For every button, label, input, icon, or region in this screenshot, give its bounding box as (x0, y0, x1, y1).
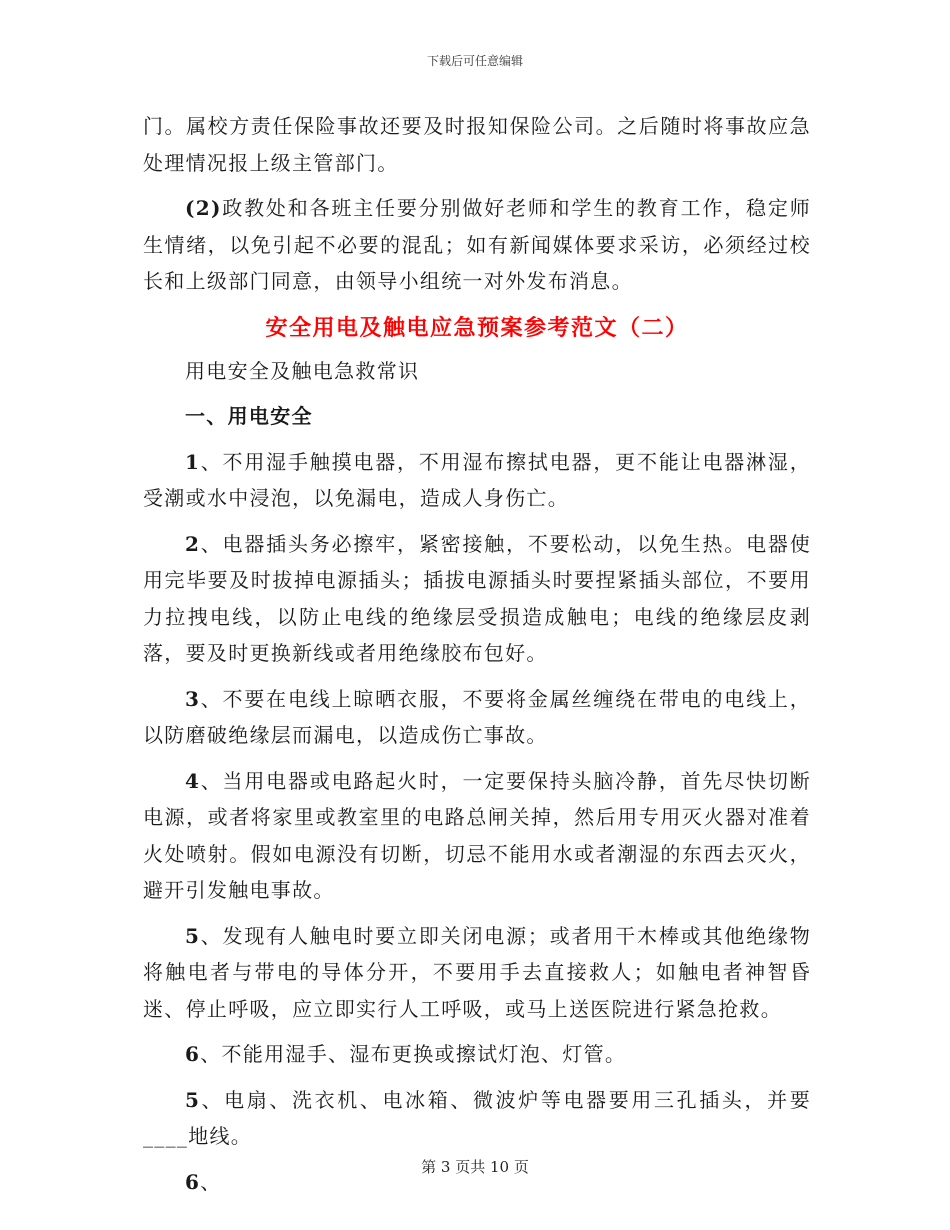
paragraph-continuation (143, 108, 811, 181)
item-text: 、当用电器或电路起火时，一定要保持头脑冷静，首先尽快切断电源，或者将家里或教室里的电路总闸关掉，然后用专用灭火器对准着火处喷射。假如电源没有切断，切忌不能用水或者潮湿的东西去灭火，避开引发触电事故。 (143, 768, 811, 902)
list-item (143, 918, 811, 1028)
item-text: 、电器插头务必擦牢，紧密接触，不要松动，以免生热。电器使用完毕要及时拔掉电源插头；插拔电源插头时要捏紧插头部位，不要用力拉拽电线，以防止电线的绝缘层受损造成触电；电线的绝缘层皮剥落，要及时更换新线或者用绝缘胶布包好。 (143, 531, 811, 665)
section-heading: 一、用电安全 (185, 404, 313, 428)
item-text: 、发现有人触电时要立即关闭电源；或者用干木棒或其他绝缘物将触电者与带电的导体分开，不要用手去直接救人；如触电者神智昏迷、停止呼吸，应立即实行人工呼吸，或马上送医院进行紧急抢救。 (143, 923, 811, 1021)
item-text: 、电扇、洗衣机、电冰箱、微波炉等电器要用三孔插头，并要____地线。 (143, 1087, 811, 1148)
list-item (143, 763, 811, 909)
paragraph-text: 政教处和各班主任要分别做好老师和学生的教育工作，稳定师生情绪，以免引起不必要的混乱；如有新闻媒体要求采访，必须经过校长和上级部门同意，由领导小组统一对外发布消息。 (143, 196, 811, 293)
page-footer: 第 3 页共 10 页 (421, 1158, 529, 1176)
paragraph-text: 门。属校方责任保险事故还要及时报知保险公司。之后随时将事故应急处理情况报上级主管部门。 (143, 114, 811, 175)
item-number: 1 (185, 449, 201, 474)
item-text: 、不要在电线上晾晒衣服，不要将金属丝缠绕在带电的电线上，以防磨破绝缘层而漏电，以造成伤亡事故。 (143, 686, 811, 747)
item-number: 5 (185, 923, 201, 948)
paragraph-number: (2) (185, 196, 222, 220)
list-item (143, 526, 811, 672)
list-item (143, 1036, 811, 1073)
item-number: 4 (185, 768, 201, 793)
subtitle: 用电安全及触电急救常识 (185, 358, 420, 383)
item-text: 、不能用湿手、湿布更换或擦试灯泡、灯管。 (200, 1042, 627, 1066)
item-number: 2 (185, 531, 201, 556)
item-text: 、不用湿手触摸电器，不用湿布擦拭电器，更不能让电器淋湿，受潮或水中浸泡，以免漏电，造成人身伤亡。 (143, 449, 811, 510)
item-text: 、 (200, 1169, 222, 1194)
document-body (143, 108, 811, 1209)
item-number: 5 (185, 1087, 201, 1112)
list-item (143, 681, 811, 754)
page-header: 下载后可任意编辑 (426, 54, 523, 68)
paragraph-item-2 (143, 190, 811, 300)
list-item (143, 1082, 811, 1155)
section-title: 安全用电及触电应急预案参考范文（二） (265, 314, 689, 341)
item-number: 6 (185, 1169, 201, 1194)
item-number: 3 (185, 686, 201, 711)
item-number: 6 (185, 1042, 201, 1066)
list-item (143, 444, 811, 517)
